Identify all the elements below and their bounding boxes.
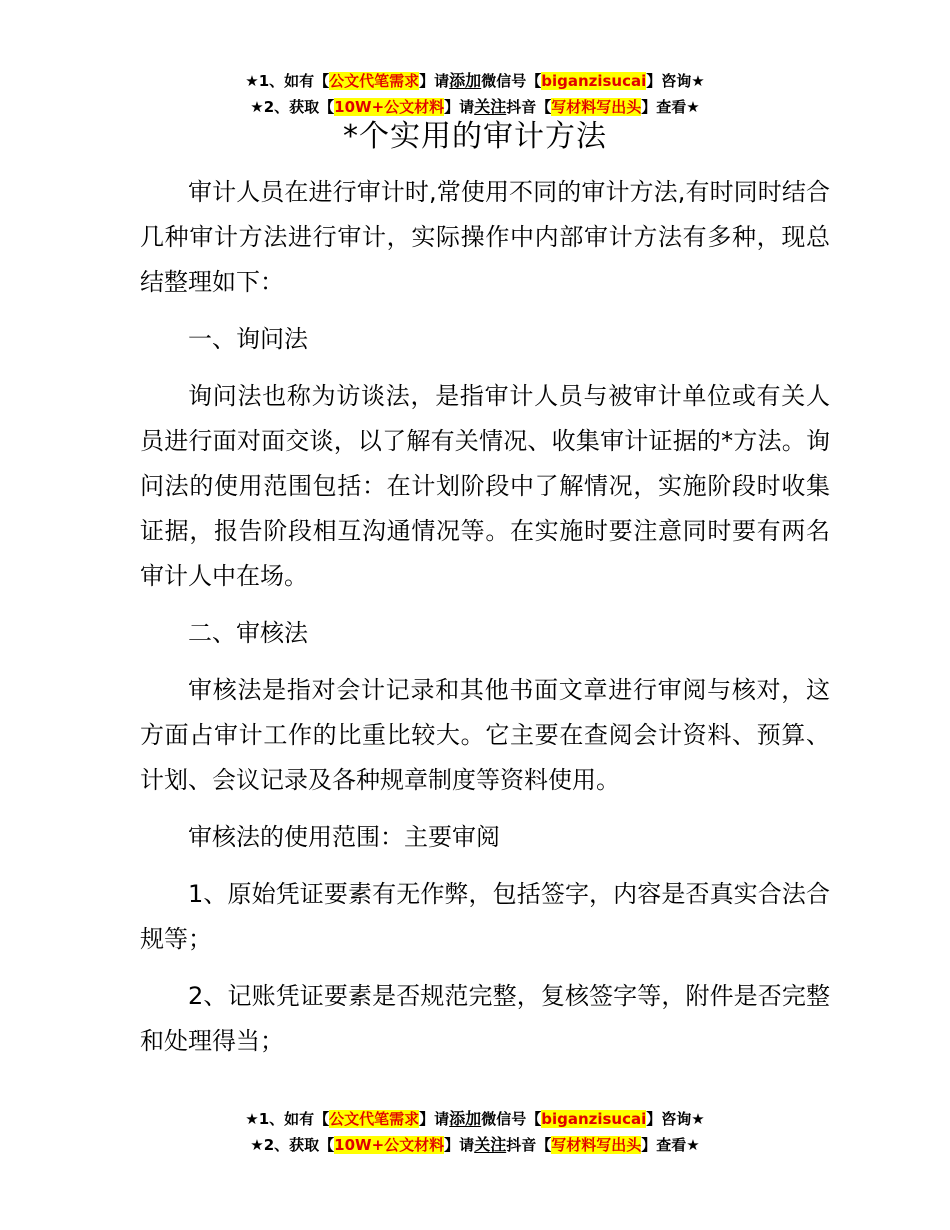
list-item-1: 1、原始凭证要素有无作弊，包括签字，内容是否真实合法合规等；: [140, 880, 830, 953]
star-icon: ★: [250, 1136, 264, 1154]
list-item-2: 2、记账凭证要素是否规范完整，复核签字等，附件是否完整和处理得当；: [140, 982, 830, 1055]
highlight-wechat-id: biganzisucai: [541, 1110, 647, 1128]
banner-line-1: ★1、如有【公文代笔需求】请添加微信号【biganzisucai】咨询★: [245, 1109, 705, 1128]
star-icon: ★: [691, 1110, 705, 1128]
document-title: *个实用的审计方法: [343, 119, 607, 154]
paragraph-review-scope: 审核法的使用范围：主要审阅: [188, 823, 500, 851]
header-banner: [0, 68, 950, 120]
star-icon: ★: [245, 72, 259, 90]
underline-follow: 关注: [474, 97, 507, 116]
star-icon: ★: [691, 72, 705, 90]
highlight-materials: 10W+公文材料: [334, 1136, 445, 1154]
banner-line-2: ★2、获取【10W+公文材料】请关注抖音【写材料写出头】查看★: [250, 97, 700, 116]
star-icon: ★: [250, 98, 264, 116]
heading-inquiry: 一、询问法: [188, 325, 308, 353]
paragraph-inquiry: 询问法也称为访谈法，是指审计人员与被审计单位或有关人员进行面对面交谈，以了解有关情况、收集审计证据的*方法。询问法的使用范围包括：在计划阶段中了解情况，实施阶段时收集证据，报告阶段相互沟通情况等。在实施时要注意同时要有两名审计人中在场。: [140, 382, 830, 590]
heading-review: 二、审核法: [188, 619, 308, 647]
highlight-ghostwriting: 公文代笔需求: [329, 72, 420, 90]
document-body: [140, 170, 830, 1076]
highlight-wechat-id: biganzisucai: [541, 72, 647, 90]
star-icon: ★: [245, 1110, 259, 1128]
banner-line-2: ★2、获取【10W+公文材料】请关注抖音【写材料写出头】查看★: [250, 1135, 700, 1154]
underline-add: 添加: [449, 71, 482, 90]
star-icon: ★: [686, 98, 700, 116]
underline-follow: 关注: [474, 1135, 507, 1154]
banner-line-1: ★1、如有【公文代笔需求】请添加微信号【biganzisucai】咨询★: [245, 71, 705, 90]
star-icon: ★: [686, 1136, 700, 1154]
highlight-ghostwriting: 公文代笔需求: [329, 1110, 420, 1128]
highlight-douyin-account: 写材料写出头: [551, 98, 642, 116]
paragraph-review: 审核法是指对会计记录和其他书面文章进行审阅与核对，这方面占审计工作的比重比较大。它主要在查阅会计资料、预算、计划、会议记录及各种规章制度等资料使用。: [140, 676, 830, 794]
highlight-materials: 10W+公文材料: [334, 98, 445, 116]
highlight-douyin-account: 写材料写出头: [551, 1136, 642, 1154]
footer-banner: [0, 1106, 950, 1158]
underline-add: 添加: [449, 1109, 482, 1128]
paragraph-intro: 审计人员在进行审计时,常使用不同的审计方法,有时同时结合几种审计方法进行审计，实际操作中内部审计方法有多种，现总结整理如下：: [140, 178, 830, 296]
